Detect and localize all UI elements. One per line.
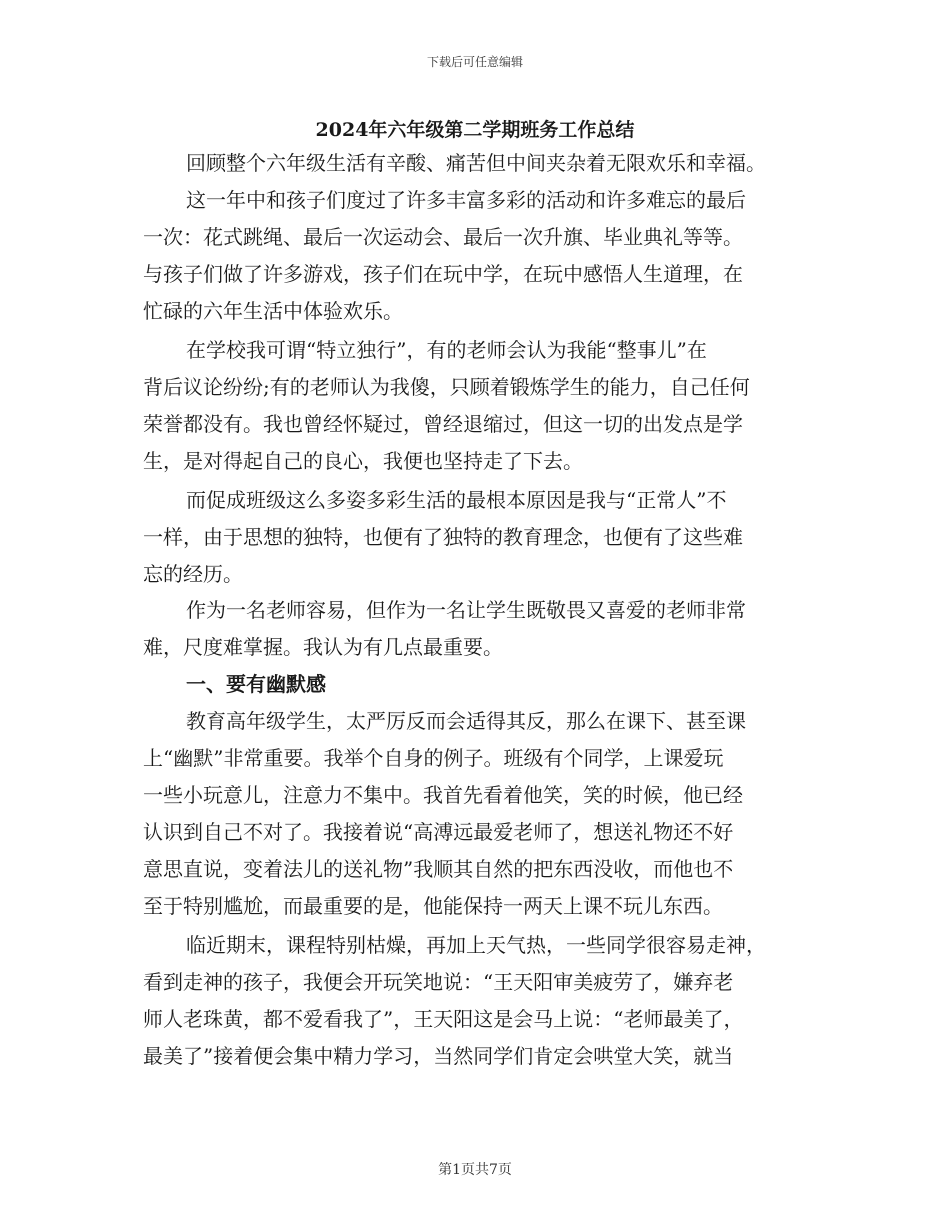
- text-line: 回顾整个六年级生活有辛酸、痛苦但中间夹杂着无限欢乐和幸福。: [186, 151, 766, 175]
- text-line: 忘的经历。: [143, 562, 243, 586]
- text-line: 背后议论纷纷;有的老师认为我傻，只顾着锻炼学生的能力，自己任何: [143, 375, 750, 399]
- text-line: 生，是对得起自己的良心，我便也坚持走了下去。: [143, 449, 583, 473]
- text-line: 作为一名老师容易，但作为一名让学生既敬畏又喜爱的老师非常: [186, 598, 746, 622]
- text-line: 至于特别尴尬，而最重要的是，他能保持一两天上课不玩儿东西。: [143, 894, 723, 918]
- text-line: 与孩子们做了许多游戏，孩子们在玩中学，在玩中感悟人生道理，在: [143, 262, 743, 286]
- text-line: 最美了”接着便会集中精力学习，当然同学们肯定会哄堂大笑，就当: [143, 1044, 734, 1068]
- text-line: 认识到自己不对了。我接着说“高溥远最爱老师了，想送礼物还不好: [143, 820, 734, 844]
- document-title: 2024年六年级第二学期班务工作总结: [315, 119, 635, 141]
- text-line: 教育高年级学生，太严厉反而会适得其反，那么在课下、甚至课: [186, 709, 746, 733]
- text-line: 难，尺度难掌握。我认为有几点最重要。: [143, 635, 503, 659]
- text-line: 忙碌的六年生活中体验欢乐。: [143, 299, 403, 323]
- text-line: 荣誉都没有。我也曾经怀疑过，曾经退缩过，但这一切的出发点是学: [143, 412, 743, 436]
- text-line: 这一年中和孩子们度过了许多丰富多彩的活动和许多难忘的最后: [186, 188, 746, 212]
- text-line: 一些小玩意儿，注意力不集中。我首先看着他笑，笑的时候，他已经: [143, 783, 743, 807]
- text-line: 上“幽默”非常重要。我举个自身的例子。班级有个同学，上课爱玩: [143, 746, 724, 770]
- page-header-note: 下载后可任意编辑: [426, 55, 523, 69]
- page-number: 第1页共7页: [438, 1162, 512, 1178]
- text-line: 在学校我可谓“特立独行”，有的老师会认为我能“整事儿”在: [186, 338, 707, 362]
- text-line: 一次：花式跳绳、最后一次运动会、最后一次升旗、毕业典礼等等。: [143, 225, 743, 249]
- text-line: 师人老珠黄，都不爱看我了”，王天阳这是会马上说：“老师最美了，: [143, 1007, 744, 1031]
- section-heading: 一、要有幽默感: [186, 672, 326, 696]
- text-line: 看到走神的孩子，我便会开玩笑地说：“王天阳审美疲劳了，嫌弃老: [143, 970, 734, 994]
- text-line: 一样，由于思想的独特，也便有了独特的教育理念，也便有了这些难: [143, 525, 743, 549]
- text-line: 临近期末，课程特别枯燥，再加上天气热，一些同学很容易走神，: [186, 933, 766, 957]
- text-line: 而促成班级这么多姿多彩生活的最根本原因是我与“正常人”不: [186, 488, 727, 512]
- text-line: 意思直说，变着法儿的送礼物”我顺其自然的把东西没收，而他也不: [143, 857, 734, 881]
